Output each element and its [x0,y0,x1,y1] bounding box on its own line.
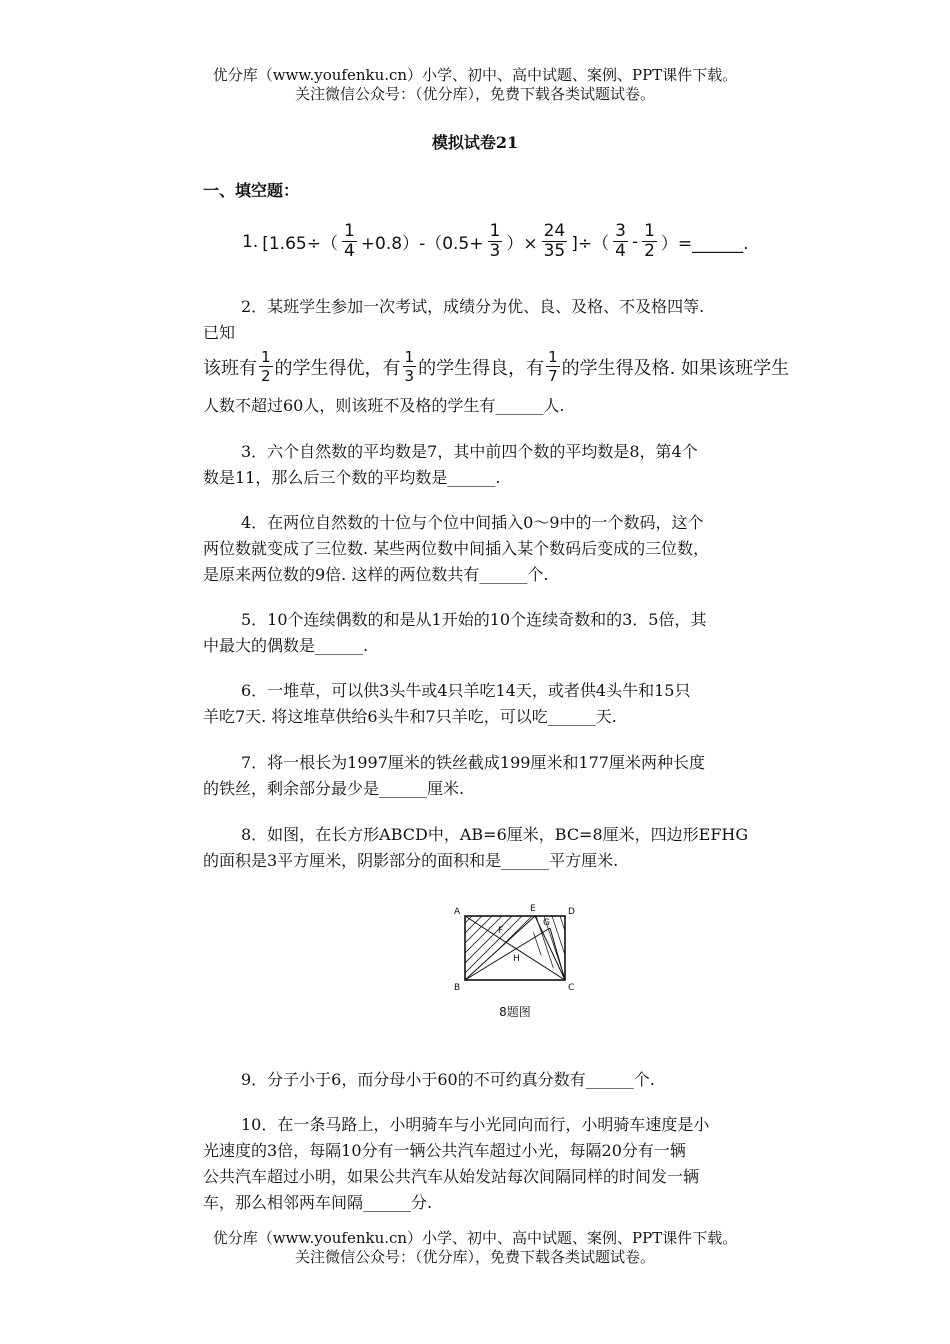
q2-text: 的学生得优，有 [274,357,401,379]
footer-line-2: 关注微信公众号：（优分库），免费下载各类试题试卷。 [294,1248,655,1266]
q2-line-4: 人数不超过60人，则该班不及格的学生有______人. [203,396,565,415]
section-heading: 一、填空题： [203,181,300,200]
q5-line-2: 中最大的偶数是______. [203,636,369,655]
fraction: $\frac{1}{4}$ [343,221,355,261]
q10-line-1: 10．在一条马路上，小明骑车与小光同向而行，小明骑车速度是小 [241,1115,710,1134]
q6-line-1: 6．一堆草，可以供3头牛或4只羊吃14天，或者供4头牛和15只 [241,681,691,700]
q8-line-1: 8．如图，在长方形ABCD中，AB=6厘米，BC=8厘米，四边形EFHG [241,825,749,844]
q6-line-2: 羊吃7天. 将这堆草供给6头牛和7只羊吃，可以吃______天. [203,707,617,726]
q8-line-2: 的面积是3平方厘米，阴影部分的面积和是______平方厘米. [203,851,619,870]
label-h: H [513,954,520,964]
q2-text: 的学生得良，有 [418,357,545,379]
q2-fraction-line [203,348,789,385]
q1-number: 1. [242,231,259,252]
fraction: $\frac{1}{2}$ [644,221,655,261]
question-1 [240,222,751,261]
q3-line-1: 3．六个自然数的平均数是7，其中前四个数的平均数是8，第4个 [241,442,698,461]
q10-line-3: 公共汽车超过小明，如果公共汽车从始发站每次间隔同样的时间发一辆 [203,1167,700,1186]
page-footer [0,1229,950,1267]
q1-part: ）× [506,234,538,254]
q7-line-2: 的铁丝，剩余部分最少是______厘米. [203,779,465,798]
q10-line-4: 车，那么相邻两车间隔______分. [203,1193,433,1212]
q2-line-1: 2．某班学生参加一次考试，成绩分为优、良、及格、不及格四等. [241,297,705,316]
fraction: $\frac{1}{3}$ [404,348,415,385]
q1-part: [1.65÷（ [262,234,338,254]
question-10 [203,1112,813,1216]
q5-line-1: 5．10个连续偶数的和是从1开始的10个连续奇数和的3．5倍，其 [241,610,707,629]
label-f: F [498,926,504,936]
label-a: A [454,907,461,917]
question-7 [203,750,813,802]
page-header [0,66,950,104]
q4-line-3: 是原来两位数的9倍. 这样的两位数共有______个. [203,565,549,584]
question-9 [203,1067,813,1093]
fraction: $\frac{1}{3}$ [489,221,501,261]
shaded-regions [450,898,580,1008]
q1-part: ]÷（ [571,234,610,254]
label-b: B [454,983,461,993]
page-title: 模拟试卷21 [431,133,519,152]
q9-line-1: 9．分子小于6，而分母小于60的不可约真分数有______个. [241,1070,655,1089]
question-6 [203,678,813,730]
q2-text: 该班有 [203,357,257,379]
question-5 [203,607,813,659]
fraction: $\frac{24}{35}$ [543,221,566,261]
q4-line-1: 4．在两位自然数的十位与个位中间插入0～9中的一个数码，这个 [241,513,704,532]
q4-line-2: 两位数就变成了三位数. 某些两位数中间插入某个数码后变成的三位数， [203,539,710,558]
question-8 [203,822,813,874]
q10-line-2: 光速度的3倍，每隔10分有一辆公共汽车超过小光，每隔20分有一辆 [203,1141,686,1160]
header-line-1: 优分库（www.youfenku.cn）小学、初中、高中试题、案例、PPT课件下载。 [212,66,738,84]
q1-part: ）=______. [660,234,749,254]
question-3 [203,439,813,491]
footer-line-1: 优分库（www.youfenku.cn）小学、初中、高中试题、案例、PPT课件下载。 [212,1229,738,1247]
fraction: $\frac{1}{2}$ [261,348,271,385]
question-2 [203,294,813,346]
fraction: $\frac{1}{7}$ [548,348,558,385]
header-line-2: 关注微信公众号：（优分库），免费下载各类试题试卷。 [294,85,655,103]
q3-line-2: 数是11，那么后三个数的平均数是______. [203,468,501,487]
q1-part: - [631,231,639,252]
label-d: D [568,907,575,917]
figure-caption: 8题图 [499,1005,531,1019]
question-4 [203,510,813,588]
label-e: E [530,904,536,914]
q7-line-1: 7．将一根长为1997厘米的铁丝截成199厘米和177厘米两种长度 [241,753,705,772]
label-c: C [568,983,575,993]
q1-part: +0.8）-（0.5+ [360,234,484,254]
label-g: G [543,918,550,928]
q2-text: 的学生得及格. 如果该班学生 [561,357,790,379]
fraction: $\frac{3}{4}$ [615,221,626,261]
q2-line-2: 已知 [203,323,236,342]
